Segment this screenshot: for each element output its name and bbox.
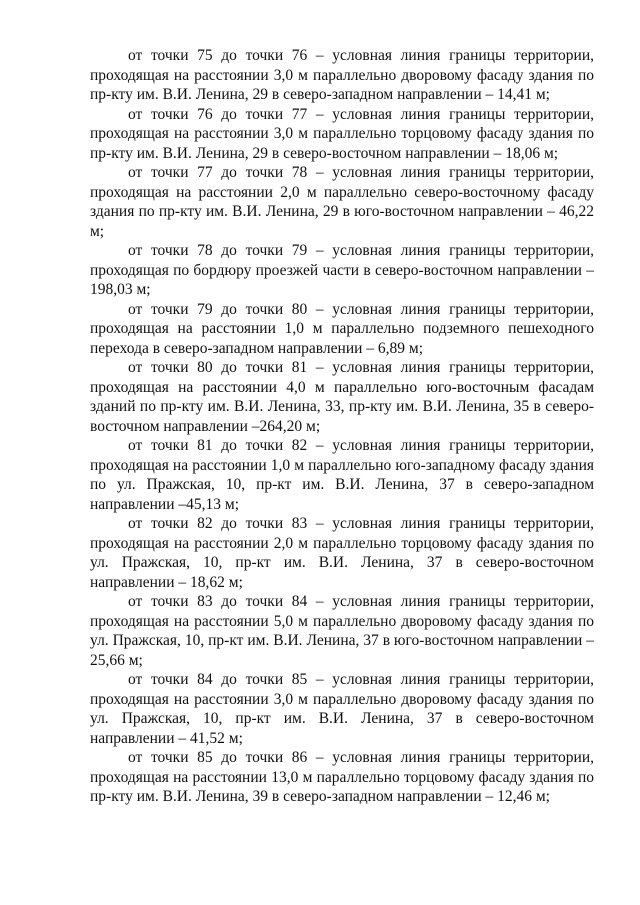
paragraph-77-78: от точки 77 до точки 78 – условная линия границы территории, проходящая на расстоянии 2,0 м параллельно северо-восточному фасаду здания по пр-кту им. В.И. Ленина, 29 в юго-восточном направлении – 46,22 м;: [90, 164, 594, 240]
document-page: [90, 46, 594, 807]
paragraph-75-76: от точки 75 до точки 76 – условная линия границы территории, проходящая на расстоянии 3,0 м параллельно дворовому фасаду здания по пр-кту им. В.И. Ленина, 29 в северо-западном направлении – 14,41 м;: [90, 47, 594, 103]
paragraph-79-80: от точки 79 до точки 80 – условная линия границы территории, проходящая на расстоянии 1,0 м параллельно подземного пешеходного перехода в северо-западном направлении – 6,89 м;: [90, 300, 594, 357]
paragraph-84-85: от точки 84 до точки 85 – условная линия границы территории, проходящая на расстоянии 3,0 м параллельно дворовому фасаду здания по ул. Пражская, 10, пр-кт им. В.И. Ленина, 37 в северо-восточном направлении – 41,52 м;: [90, 671, 594, 747]
paragraph-83-84: от точки 83 до точки 84 – условная линия границы территории, проходящая на расстоянии 5,0 м параллельно дворовому фасаду здания по ул. Пражская, 10, пр-кт им. В.И. Ленина, 37 в юго-восточном направлении – 25,66 м;: [90, 593, 594, 669]
paragraph-76-77: от точки 76 до точки 77 – условная линия границы территории, проходящая на расстоянии 3,0 м параллельно торцовому фасаду здания по пр-кту им. В.И. Ленина, 29 в северо-восточном направлении – 18,06 м;: [90, 105, 594, 162]
paragraph-81-82: от точки 81 до точки 82 – условная линия границы территории, проходящая на расстоянии 1,0 м параллельно юго-западному фасаду здания по ул. Пражская, 10, пр-кт им. В.И. Ленина, 37 в северо-западном направлении –45,13 м;: [90, 437, 594, 513]
paragraph-78-79: от точки 78 до точки 79 – условная линия границы территории, проходящая по бордюру проезжей части в северо-восточном направлении – 198,03 м;: [90, 242, 594, 298]
paragraph-85-86: от точки 85 до точки 86 – условная линия границы территории, проходящая на расстоянии 13,0 м параллельно торцовому фасаду здания по пр-кту им. В.И. Ленина, 39 в северо-западном направлении – 12,46 м;: [90, 749, 594, 805]
paragraph-82-83: от точки 82 до точки 83 – условная линия границы территории, проходящая на расстоянии 2,0 м параллельно торцовому фасаду здания по ул. Пражская, 10, пр-кт им. В.И. Ленина, 37 в северо-восточном направлении – 18,62 м;: [90, 515, 594, 591]
paragraph-80-81: от точки 80 до точки 81 – условная линия границы территории, проходящая на расстоянии 4,0 м параллельно юго-восточным фасадам зданий по пр-кту им. В.И. Ленина, 33, пр-кту им. В.И. Ленина, 35 в северо-восточном направлении –264,20 м;: [90, 359, 594, 435]
